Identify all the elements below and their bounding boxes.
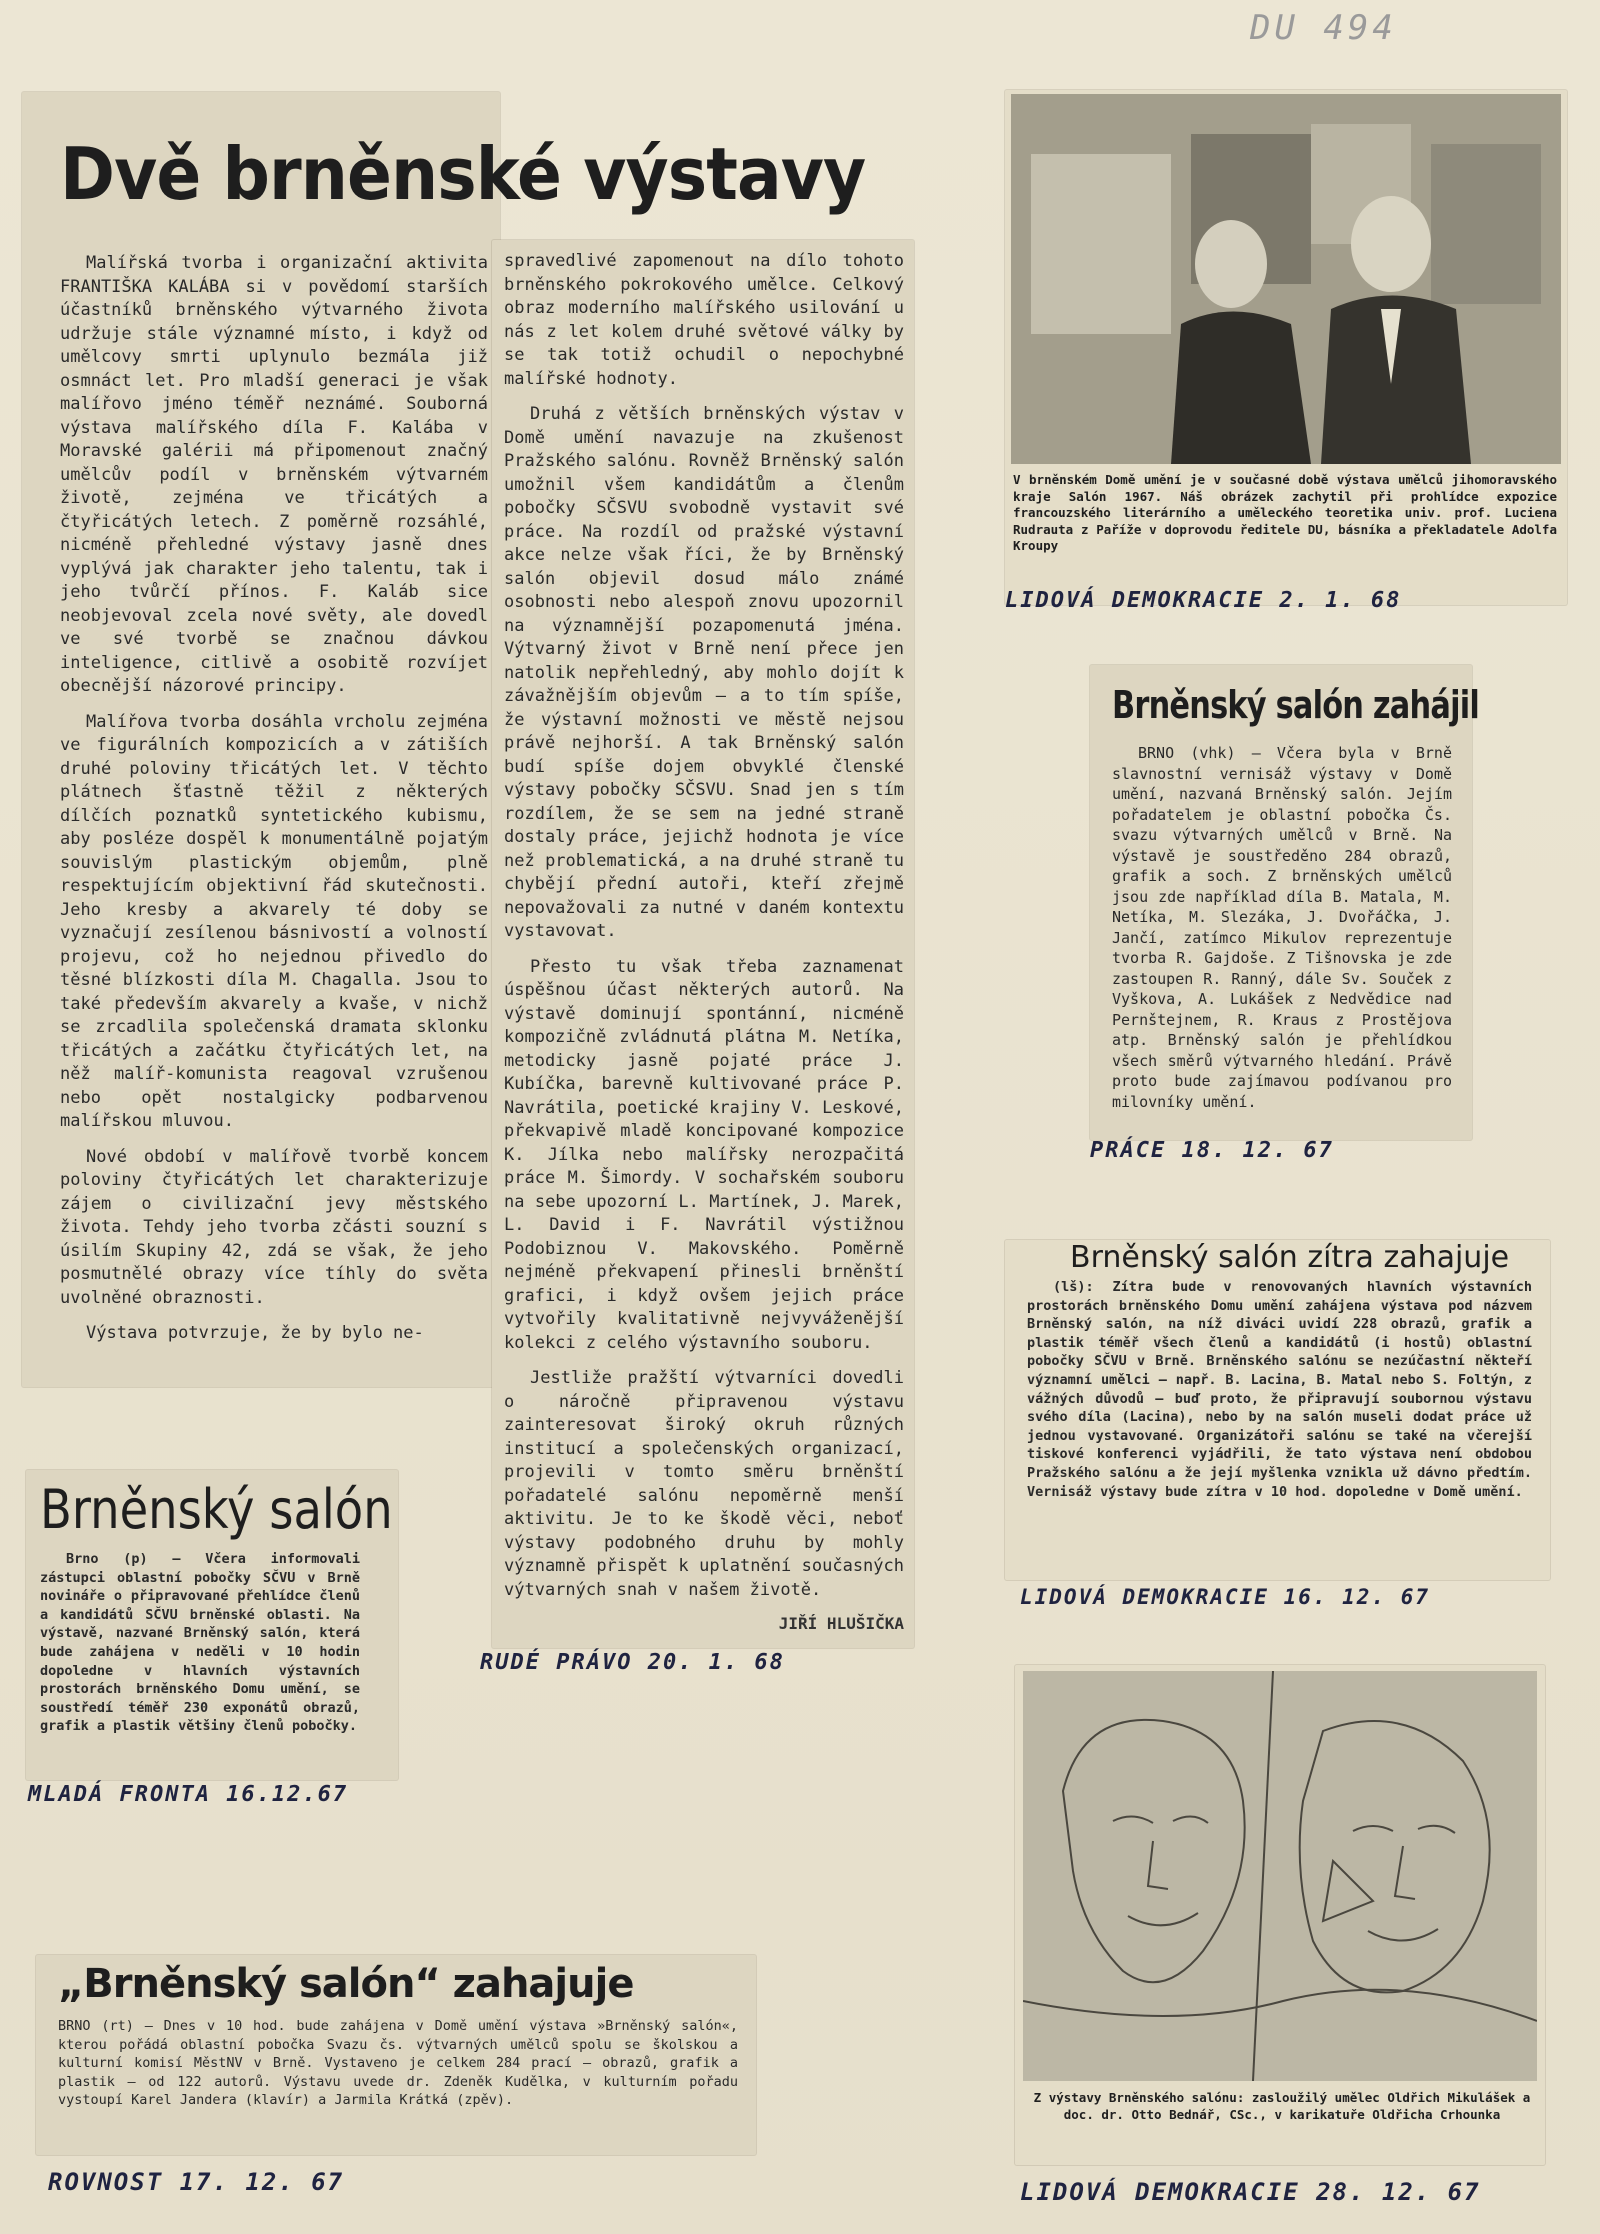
article-ld2-text: (lš): Zítra bude v renovovaných hlavních výstavních prostorách brněnského Domu umění zahájena výstava pod názvem Brněnský salón, na níž diváci uvidí 228 obrazů, grafik a plastik téměř všech členů a kandidátů (i hostů) oblastní pobočky SČVU v Brně. Brněnského salónu se nezúčastní někteří významní umělci — např. B. Lacina, B. Matal nebo S. Foltýn, z vážných důvodů — buď proto, že připravují soubornou výstavu svého díla (Lacina), nebo by na salón museli dodat práce už jednou vystavované. Organizátoři salónu se také na včerejší tiskové konferenci vyjádřili, že tato výstava není obdobou Pražského salónu a že její myšlenka vznikla už dávno předtím. Vernisáž výstavy bude zítra v 10 hod. dopoledne v Domě umění. [1027,1279,1532,1500]
main-article-col1-text [60,252,488,1358]
main-col2-para: Přesto tu však třeba zaznamenat úspěšnou účast některých autorů. Na výstavě dominují spontánní, nicméně kompozičně zvládnutá plátna M. Netíka, metodicky jasně pojaté práce J. Kubíčka, barevně kultivované práce P. Navrátila, poetické krajiny V. Leskové, překvapivě mladě koncipované kompozice K. Jílka nebo malířsky nerozpačitá práce M. Šimordy. V sochařském souboru na sebe upozorní L. Martínek, J. Marek, L. David i F. Navrátil výstižnou Podobiznou V. Makovského. Poměrně nejméně překvapení přinesli brněnští grafici, i když ovšem jejich práce vytvořily kvalitativně nejvyváženější kolekci z celého výstavního souboru. [504,956,904,1353]
main-article-col2-text [504,250,904,1633]
main-col2-para: Jestliže pražští výtvarníci dovedli o náročně připravenou výstavu zainteresovat široký okruh různých institucí a společenských organizací, projevili v tomto směru brněnští pořadatelé salónu nepoměrně menší aktivitu. Je to ke škodě věci, neboť výstavy podobného druhu by mohly významně přispět k uplatnění současných výtvarných snah v našem životě. [504,1368,904,1600]
main-col1-para: Malířská tvorba i organizační aktivita FRANTIŠKA KALÁBA si v povědomí starších účastníků brněnského výtvarného života udržuje stále významné místo, i když od umělcovy smrti uplynulo bezmála již osmnáct let. Pro mladší generaci je však malířovo jméno téměř neznámé. Souborná výstava malířského díla F. Kalába v Moravské galérii má připomenout značný umělcův podíl v brněnském výtvarném životě, zejména ve třicátých a čtyřicátých letech. Z poměrně rozsáhlé, nicméně přehledné výstavy jasně dnes vyplývá jak charakter jeho talentu, tak i jeho tvůrčí přínos. F. Kaláb sice neobjevoval zcela nové světy, ale dovedl ve své tvorbě se značnou dávkou inteligence, citlivě a osobitě rozvíjet obecnější názorové principy. [60,253,488,696]
main-col1-para: Malířova tvorba dosáhla vrcholu zejména ve figurálních kompozicích a v zátiších druhé poloviny třicátých let. V těchto plátnech šťastně těžil z některých dílčích poznatků syntetického kubismu, aby posléze dospěl k monumentálně pojatým souvislým plastickým objemům, plně respektujícím objektivní řád skutečnosti. Jeho kresby a akvarely té doby se vyznačují zesílenou básnivostí a volností projevu, což ho nejednou přivedlo do těsné blízkosti díla M. Chagalla. Jsou to také především akvarely a kvaše, v nichž se zrcadlila společenská dramata sklonku třicátých a začátku čtyřicátých let, na něž malíř-komunista reagoval vzrušenou nebo opět nostalgicky podbarvenou malířskou mluvou. [60,711,488,1131]
article-prace-title: Brněnský salón zahájil [1112,683,1479,727]
article-prace-clip [1090,665,1479,1140]
article-rovnost-text: BRNO (rt) — Dnes v 10 hod. bude zahájena v Domě umění výstava »Brněnský salón«, kterou pořádá oblastní pobočka Svazu čs. výtvarných umělců spolu se školskou a kulturní komisí MěstNV v Brně. Vystaveno je celkem 284 prací — obrazů, grafik a plastik — od 122 autorů. Výstavu uvede dr. Zdeněk Kudělka, v kulturním pořadu vystoupí Karel Jandera (klavír) a Jarmila Krátká (zpěv). [58,2018,738,2109]
photo1-caption: V brněnském Domě umění je v současné době výstava umělců jihomoravského kraje Salón 1967. Náš obrázek zachytil při prohlídce expozice francouzského literárního a uměleckého teoretika univ. prof. Luciena Rudrauta z Paříže v doprovodu ředitele DU, básníka a překladatele Adolfa Kroupy [1013,472,1557,553]
main-col2-para: spravedlivé zapomenout na dílo tohoto brněnského pokrokového umělce. Celkový obraz moderního malířského usilování u nás z let kolem druhé světové války by se tak totiž ochudil o nepochybné malířské hodnoty. [504,251,904,389]
archive-mark: DU 494 [1250,8,1397,48]
photo1-clip [1005,90,1567,605]
photo2-image [1023,1671,1537,2081]
photo2-caption: Z výstavy Brněnského salónu: zasloužilý umělec Oldřich Mikulášek a doc. dr. Otto Bednář, CSc., v karikatuře Oldřicha Crhounka [1033,2090,1531,2122]
article-mf-title: Brněnský salón [40,1478,393,1541]
main-col1-para: Výstava potvrzuje, že by bylo ne- [86,1323,424,1343]
article-mf-source: MLADÁ FRONTA 16.12.67 [28,1782,349,1807]
main-col1-para: Nové období v malířově tvorbě koncem poloviny čtyřicátých let charakterizuje zájem o civilizační jevy městského života. Tehdy jeho tvorba zčásti souzní s úsilím Skupiny 42, zdá se však, že jeho posmutnělé obrazy více tíhly do světa uvolněné obraznosti. [60,1146,488,1308]
main-article-source: RUDÉ PRÁVO 20. 1. 68 [480,1650,785,1675]
article-mf-text: Brno (p) — Včera informovali zástupci oblastní pobočky SČVU v Brně novináře o připravované přehlídce členů a kandidátů SČVU brněnské oblasti. Na výstavě, nazvané Brněnský salón, která bude zahájena v neděli v 10 hodin dopoledne v hlavních výstavních prostorách brněnského Domu umění, se soustředí téměř 230 exponátů obrazů, grafik a plastik většiny členů pobočky. [40,1551,360,1735]
main-article-col2-clip [492,240,914,1648]
photo2-svg [1023,1671,1537,2081]
article-ld2-clip [1005,1240,1550,1580]
main-col2-para: Druhá z větších brněnských výstav v Domě umění navazuje na zkušenost Pražského salónu. Rovněž Brněnský salón umožnil všem kandidátům a členům pobočky SČSVU svobodně vystavit své práce. Na rozdíl od pražské výstavní akce nelze však říci, že by Brněnský salón objevil dosud málo známé osobnosti nebo alespoň znovu upozornil na významnější pozapomenutá jména. Výtvarný život v Brně není přece jen natolik nepřehledný, aby mohlo dojít k závažnějším objevům — a to tím spíše, že výstavní možnosti ve městě nejsou právě nejhorší. A tak Brněnský salón budí spíše dojem obvyklé členské výstavy pobočky SČSVU. Snad jen s tím rozdílem, že se sem na jedné straně dostaly práce, jejichž hodnota je více než problematická, a na druhé straně tu chybějí přední autoři, kteří zřejmě nepovažovali za nutné v daném kontextu vystavovat. [504,404,904,941]
photo1-svg [1011,94,1561,464]
article-ld2-title: Brněnský salón zítra zahajuje [1070,1240,1510,1275]
article-mf-clip [26,1470,398,1780]
article-rovnost-title: „Brněnský salón“ zahajuje [58,1961,634,2007]
article-prace-text: BRNO (vhk) — Včera byla v Brně slavnostní vernisáž výstavy v Domě umění, nazvaná Brněnský salón. Jejím pořadatelem je oblastní pobočka Čs. svazu výtvarných umělců v Brně. Na výstavě je soustředěno 284 obrazů, grafik a soch. Z brněnských umělců jsou zde například díla B. Matala, M. Netíka, M. Slezáka, J. Dvořáčka, J. Jančí, zatímco Mikulov reprezentuje tvorba R. Gajdoše. Z Tišnovska je zde zastoupen R. Ranný, dále Sv. Souček z Vyškova, A. Lukášek z Nedvědice nad Pernštejnem, R. Kraus z Prostějova atp. Brněnský salón je přehlídkou všech směrů výtvarného hledání. Právě proto bude zajímavou podívanou pro milovníky umění. [1112,744,1452,1111]
main-article-title: Dvě brněnské výstavy [60,132,866,216]
article-ld2-source: LIDOVÁ DEMOKRACIE 16. 12. 67 [1020,1585,1431,1609]
article-prace-source: PRÁCE 18. 12. 67 [1090,1138,1334,1163]
article-rovnost-clip [36,1955,756,2155]
photo2-clip [1015,1665,1545,2165]
main-article-author: JIŘÍ HLUŠIČKA [778,1614,904,1633]
article-rovnost-source: ROVNOST 17. 12. 67 [48,2168,345,2196]
photo1-source: LIDOVÁ DEMOKRACIE 2. 1. 68 [1005,588,1402,613]
photo1-image [1011,94,1561,464]
photo2-source: LIDOVÁ DEMOKRACIE 28. 12. 67 [1020,2178,1481,2206]
